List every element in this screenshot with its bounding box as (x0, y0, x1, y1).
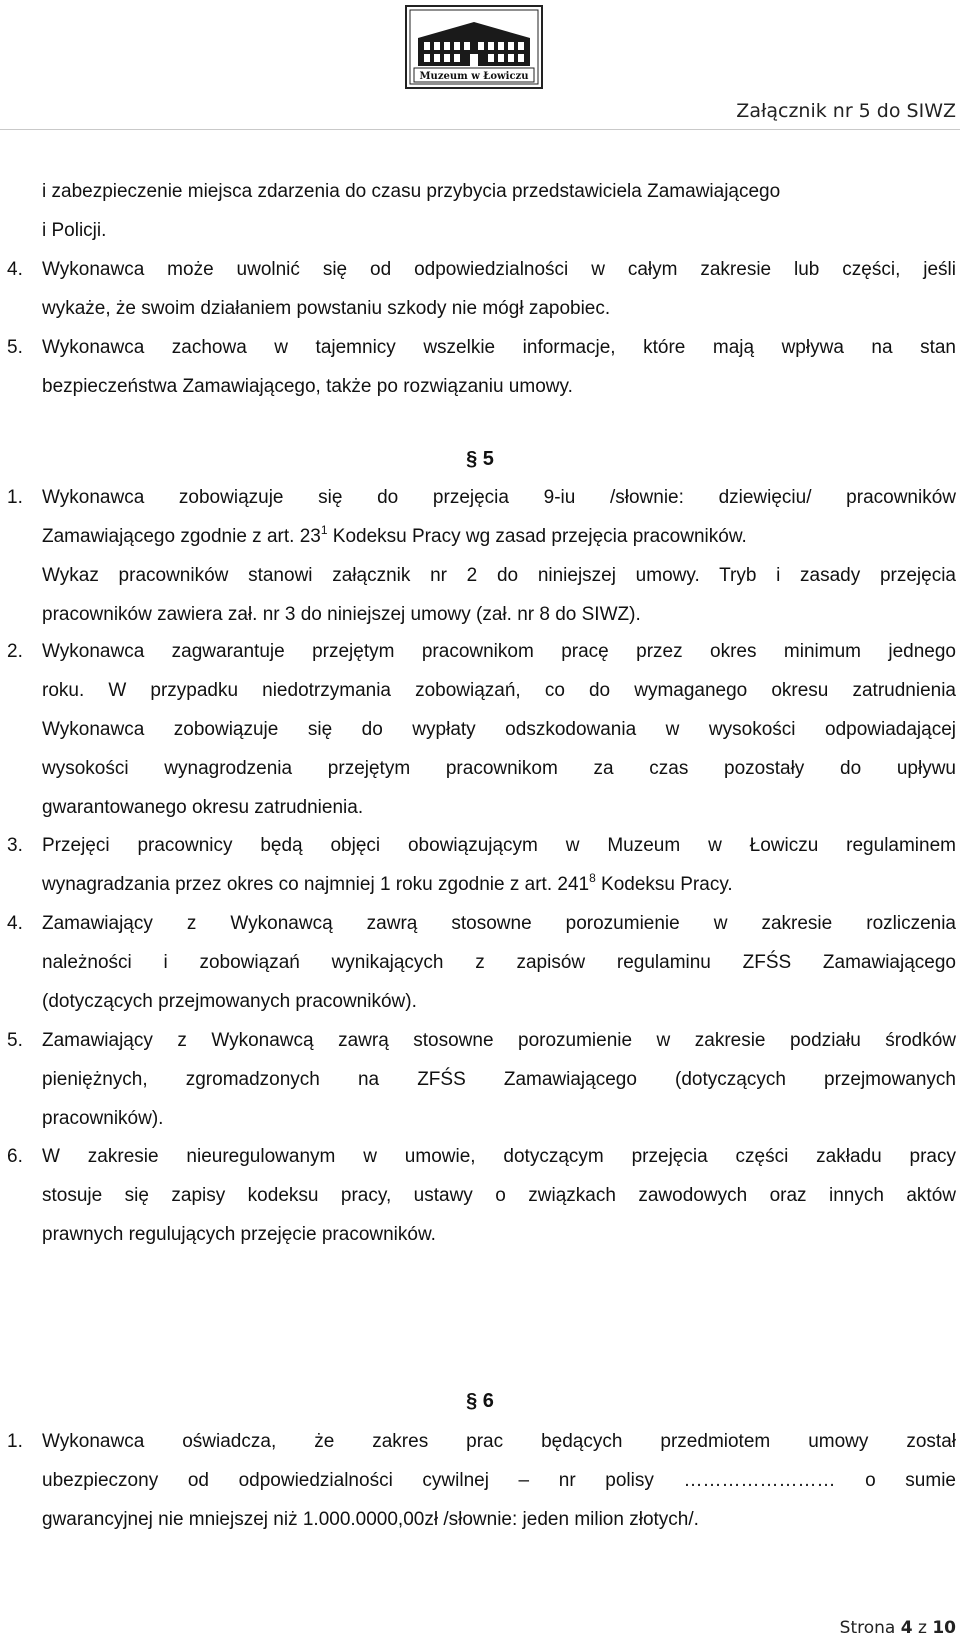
page-total: 10 (932, 1618, 956, 1638)
header-divider (0, 129, 960, 130)
logo-caption: Muzeum w Łowiczu (419, 71, 529, 82)
attachment-header (0, 96, 960, 126)
page-footer: Strona 4 z 10 (839, 1618, 956, 1638)
page-number: 4 (900, 1618, 913, 1638)
section-heading-6: § 6 (466, 1390, 494, 1412)
attachment-label: Załącznik nr 5 do SIWZ (736, 100, 956, 122)
museum-logo (404, 4, 544, 90)
section-heading-5: § 5 (466, 448, 494, 470)
